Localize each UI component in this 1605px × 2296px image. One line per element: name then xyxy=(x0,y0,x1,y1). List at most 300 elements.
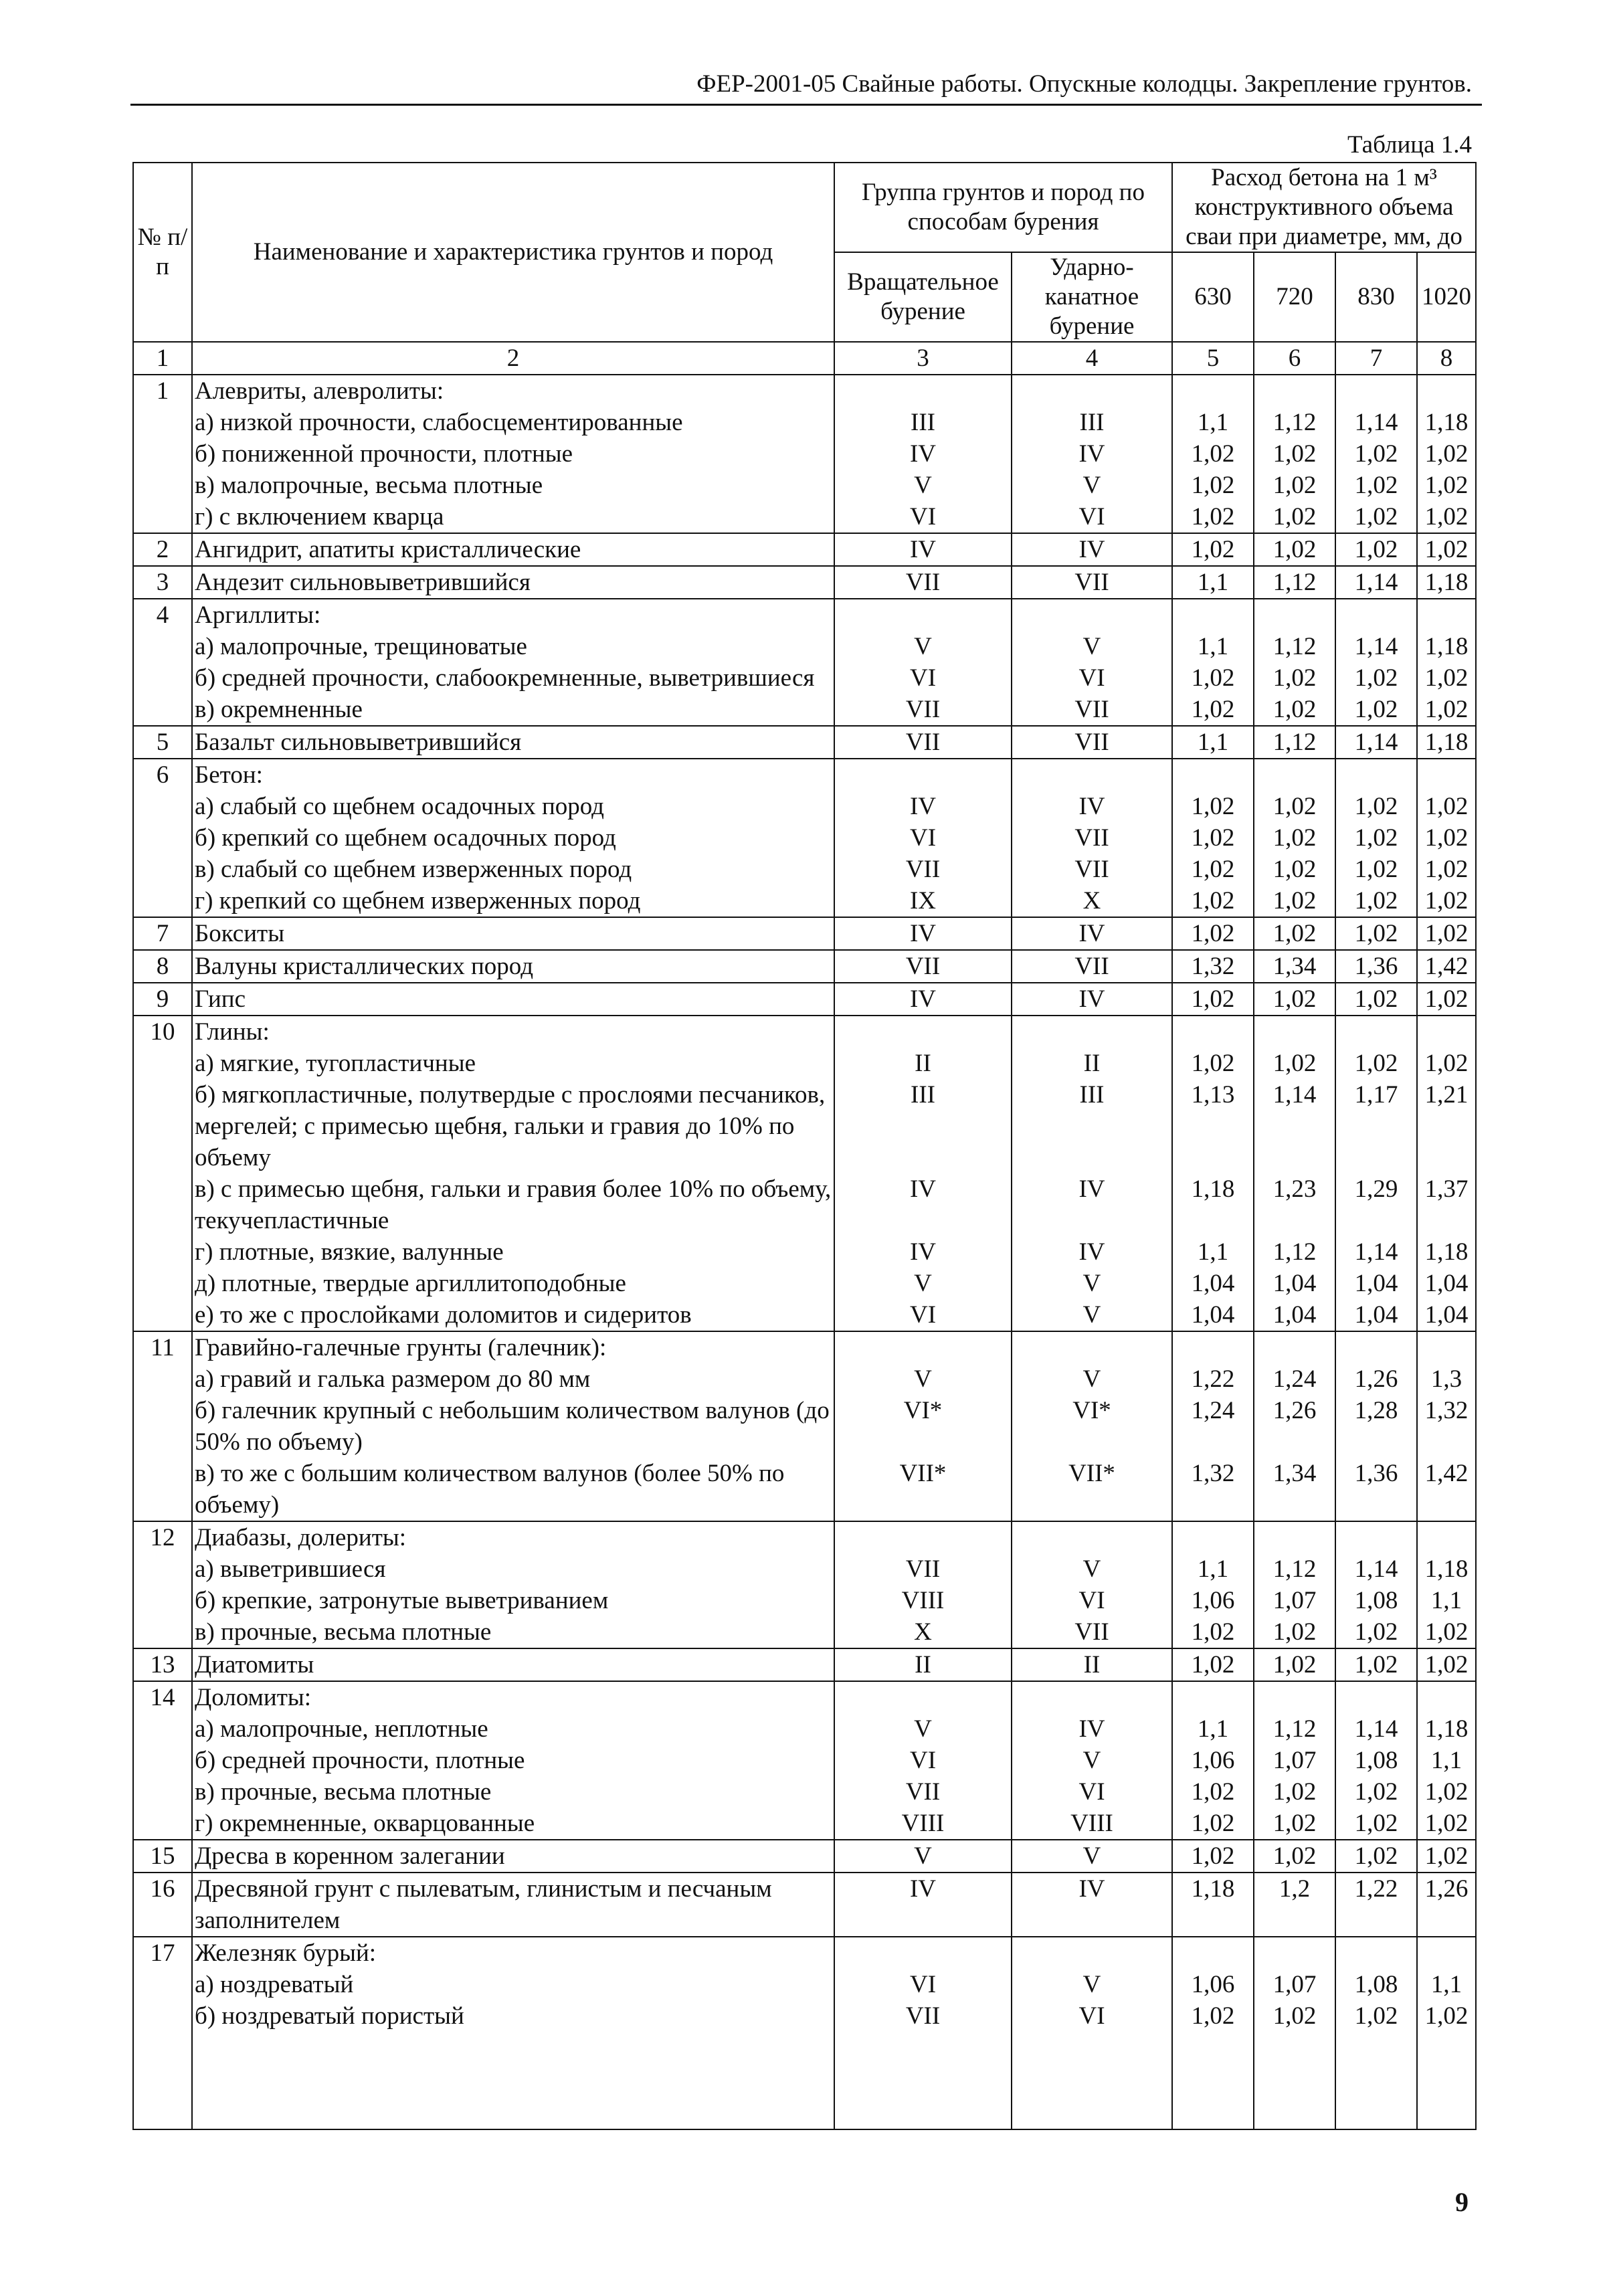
concrete-consumption-d830: 1,28 xyxy=(1335,1395,1417,1458)
soil-name: Дресва в коренном залегании xyxy=(192,1840,834,1873)
soil-name: г) крепкий со щебнем изверженных пород xyxy=(192,885,834,917)
row-number: 14 xyxy=(133,1681,192,1713)
row-number xyxy=(133,438,192,470)
table-row xyxy=(133,662,1476,694)
percussion-group: VII xyxy=(1012,566,1172,599)
concrete-consumption-d830: 1,02 xyxy=(1335,1808,1417,1840)
concrete-consumption-d1020: 1,1 xyxy=(1417,1585,1476,1616)
concrete-consumption-d630: 1,02 xyxy=(1172,854,1254,885)
soil-name: а) малопрочные, трещиноватые xyxy=(192,631,834,662)
concrete-consumption-d630: 1,1 xyxy=(1172,1553,1254,1585)
column-index: 8 xyxy=(1417,342,1476,375)
rotary-group: IV xyxy=(834,1236,1012,1268)
row-number: 13 xyxy=(133,1648,192,1681)
concrete-consumption-d720: 1,02 xyxy=(1254,1840,1335,1873)
table-row xyxy=(133,407,1476,438)
percussion-group xyxy=(1012,1681,1172,1713)
concrete-consumption-d1020: 1,02 xyxy=(1417,1048,1476,1079)
soil-name: в) то же с большим количеством валунов (более 50% по объему) xyxy=(192,1458,834,1521)
column-index: 1 xyxy=(133,342,192,375)
table-row xyxy=(133,1585,1476,1616)
concrete-consumption-d720: 1,02 xyxy=(1254,1648,1335,1681)
concrete-consumption-d830: 1,02 xyxy=(1335,1616,1417,1648)
percussion-group: VI xyxy=(1012,662,1172,694)
row-number xyxy=(133,1236,192,1268)
rotary-group: IV xyxy=(834,1173,1012,1236)
empty-cell xyxy=(1012,2032,1172,2129)
concrete-consumption-d630: 1,02 xyxy=(1172,983,1254,1016)
concrete-consumption-d720 xyxy=(1254,759,1335,791)
rotary-group: II xyxy=(834,1648,1012,1681)
concrete-consumption-d630: 1,02 xyxy=(1172,501,1254,533)
concrete-consumption-d720: 1,12 xyxy=(1254,566,1335,599)
table-row xyxy=(133,1776,1476,1808)
concrete-consumption-d630: 1,02 xyxy=(1172,1648,1254,1681)
concrete-consumption-d1020: 1,02 xyxy=(1417,854,1476,885)
concrete-consumption-d1020: 1,02 xyxy=(1417,1616,1476,1648)
row-number xyxy=(133,407,192,438)
concrete-consumption-d830: 1,02 xyxy=(1335,822,1417,854)
concrete-consumption-d1020: 1,18 xyxy=(1417,407,1476,438)
row-number: 6 xyxy=(133,759,192,791)
rotary-group: VII xyxy=(834,1776,1012,1808)
table-row xyxy=(133,470,1476,501)
table-row xyxy=(133,631,1476,662)
concrete-consumption-d1020: 1,02 xyxy=(1417,1808,1476,1840)
percussion-group: III xyxy=(1012,407,1172,438)
empty-cell xyxy=(834,2032,1012,2129)
row-number xyxy=(133,1713,192,1745)
concrete-consumption-d1020: 1,42 xyxy=(1417,950,1476,983)
table-row xyxy=(133,2000,1476,2032)
table-row xyxy=(133,375,1476,407)
rotary-group: IV xyxy=(834,438,1012,470)
concrete-consumption-d630: 1,02 xyxy=(1172,470,1254,501)
concrete-consumption-d830 xyxy=(1335,1016,1417,1048)
concrete-consumption-d630: 1,06 xyxy=(1172,1969,1254,2000)
col-header-name: Наименование и характеристика грунтов и пород xyxy=(192,163,834,342)
concrete-consumption-d630: 1,04 xyxy=(1172,1299,1254,1331)
concrete-consumption-d720: 1,02 xyxy=(1254,438,1335,470)
concrete-consumption-d630: 1,02 xyxy=(1172,822,1254,854)
concrete-consumption-d1020: 1,02 xyxy=(1417,1776,1476,1808)
concrete-consumption-d720: 1,07 xyxy=(1254,1745,1335,1776)
concrete-consumption-d830: 1,08 xyxy=(1335,1745,1417,1776)
column-index-row xyxy=(133,342,1476,375)
concrete-consumption-d720: 1,02 xyxy=(1254,1048,1335,1079)
concrete-consumption-d720: 1,14 xyxy=(1254,1079,1335,1173)
concrete-consumption-d720 xyxy=(1254,1016,1335,1048)
empty-cell xyxy=(1254,2032,1335,2129)
table-row xyxy=(133,1395,1476,1458)
table-row xyxy=(133,599,1476,631)
concrete-consumption-d720 xyxy=(1254,1331,1335,1363)
concrete-consumption-d630: 1,32 xyxy=(1172,1458,1254,1521)
percussion-group: II xyxy=(1012,1048,1172,1079)
table-row xyxy=(133,1873,1476,1937)
row-number: 12 xyxy=(133,1521,192,1553)
table-row xyxy=(133,1937,1476,1969)
soil-name: Доломиты: xyxy=(192,1681,834,1713)
row-number: 9 xyxy=(133,983,192,1016)
concrete-consumption-d830: 1,02 xyxy=(1335,2000,1417,2032)
col-header-consumption: Расход бетона на 1 м³ конструктивного объема сваи при диаметре, мм, до xyxy=(1172,163,1476,252)
concrete-consumption-d830: 1,02 xyxy=(1335,917,1417,950)
percussion-group: VII* xyxy=(1012,1458,1172,1521)
percussion-group xyxy=(1012,759,1172,791)
concrete-consumption-d630: 1,02 xyxy=(1172,2000,1254,2032)
page-header: ФЕР-2001-05 Свайные работы. Опускные колодцы. Закрепление грунтов. xyxy=(696,70,1472,98)
percussion-group: V xyxy=(1012,1268,1172,1299)
soil-name: Диатомиты xyxy=(192,1648,834,1681)
table-row xyxy=(133,1079,1476,1173)
soil-name: а) малопрочные, неплотные xyxy=(192,1713,834,1745)
percussion-group: VII xyxy=(1012,1616,1172,1648)
table-row xyxy=(133,791,1476,822)
concrete-consumption-d830: 1,14 xyxy=(1335,407,1417,438)
rotary-group xyxy=(834,1016,1012,1048)
concrete-consumption-d630: 1,02 xyxy=(1172,917,1254,950)
column-index: 6 xyxy=(1254,342,1335,375)
concrete-consumption-d1020 xyxy=(1417,1016,1476,1048)
rotary-group: VIII xyxy=(834,1808,1012,1840)
concrete-consumption-d630: 1,02 xyxy=(1172,694,1254,726)
concrete-consumption-d720: 1,02 xyxy=(1254,917,1335,950)
soil-name: г) плотные, вязкие, валунные xyxy=(192,1236,834,1268)
concrete-consumption-d630: 1,02 xyxy=(1172,1808,1254,1840)
soil-name: Базальт сильновыветрившийся xyxy=(192,726,834,759)
concrete-consumption-d630: 1,22 xyxy=(1172,1363,1254,1395)
concrete-consumption-d720: 1,12 xyxy=(1254,726,1335,759)
concrete-consumption-d1020: 1,02 xyxy=(1417,438,1476,470)
row-number: 15 xyxy=(133,1840,192,1873)
concrete-consumption-d830: 1,36 xyxy=(1335,1458,1417,1521)
concrete-consumption-d720: 1,34 xyxy=(1254,950,1335,983)
concrete-consumption-d1020: 1,02 xyxy=(1417,2000,1476,2032)
row-number xyxy=(133,1048,192,1079)
percussion-group xyxy=(1012,1331,1172,1363)
rotary-group xyxy=(834,599,1012,631)
concrete-consumption-d630 xyxy=(1172,759,1254,791)
concrete-consumption-d1020 xyxy=(1417,1681,1476,1713)
percussion-group: VII xyxy=(1012,726,1172,759)
rotary-group: III xyxy=(834,407,1012,438)
concrete-consumption-d830: 1,02 xyxy=(1335,885,1417,917)
empty-cell xyxy=(192,2032,834,2129)
concrete-consumption-d720: 1,02 xyxy=(1254,2000,1335,2032)
percussion-group: V xyxy=(1012,1553,1172,1585)
concrete-consumption-d630: 1,06 xyxy=(1172,1745,1254,1776)
concrete-consumption-d630: 1,02 xyxy=(1172,791,1254,822)
table-row xyxy=(133,1268,1476,1299)
table-row xyxy=(133,1648,1476,1681)
concrete-consumption-d830: 1,02 xyxy=(1335,501,1417,533)
rotary-group: VII xyxy=(834,2000,1012,2032)
rotary-group: V xyxy=(834,1840,1012,1873)
table-caption: Таблица 1.4 xyxy=(1347,131,1472,159)
concrete-consumption-d630: 1,1 xyxy=(1172,1713,1254,1745)
concrete-consumption-d830: 1,04 xyxy=(1335,1268,1417,1299)
concrete-consumption-d720 xyxy=(1254,1937,1335,1969)
rotary-group xyxy=(834,1681,1012,1713)
concrete-consumption-d830: 1,14 xyxy=(1335,1713,1417,1745)
rotary-group: V xyxy=(834,1268,1012,1299)
rotary-group: VII xyxy=(834,694,1012,726)
row-number xyxy=(133,1585,192,1616)
rotary-group: V xyxy=(834,1713,1012,1745)
concrete-consumption-d720: 1,02 xyxy=(1254,1776,1335,1808)
concrete-consumption-d720: 1,02 xyxy=(1254,791,1335,822)
table-row xyxy=(133,917,1476,950)
soil-groups-table xyxy=(132,162,1477,2130)
concrete-consumption-d830: 1,14 xyxy=(1335,726,1417,759)
concrete-consumption-d1020 xyxy=(1417,759,1476,791)
soil-name: б) пониженной прочности, плотные xyxy=(192,438,834,470)
soil-name: Бетон: xyxy=(192,759,834,791)
row-number xyxy=(133,694,192,726)
percussion-group: V xyxy=(1012,1363,1172,1395)
col-header-d830: 830 xyxy=(1335,252,1417,342)
col-header-percussion: Ударно-канатное бурение xyxy=(1012,252,1172,342)
rotary-group: III xyxy=(834,1079,1012,1173)
soil-name: в) малопрочные, весьма плотные xyxy=(192,470,834,501)
soil-name: б) средней прочности, слабоокремненные, выветрившиеся xyxy=(192,662,834,694)
percussion-group: IV xyxy=(1012,1173,1172,1236)
percussion-group: VIII xyxy=(1012,1808,1172,1840)
row-number xyxy=(133,1969,192,2000)
concrete-consumption-d830: 1,02 xyxy=(1335,662,1417,694)
concrete-consumption-d830: 1,08 xyxy=(1335,1969,1417,2000)
empty-cell xyxy=(1335,2032,1417,2129)
table-row xyxy=(133,983,1476,1016)
concrete-consumption-d830: 1,02 xyxy=(1335,854,1417,885)
row-number xyxy=(133,662,192,694)
concrete-consumption-d720: 1,12 xyxy=(1254,1713,1335,1745)
concrete-consumption-d630: 1,13 xyxy=(1172,1079,1254,1173)
percussion-group: III xyxy=(1012,1079,1172,1173)
soil-name: Гравийно-галечные грунты (галечник): xyxy=(192,1331,834,1363)
concrete-consumption-d720: 1,02 xyxy=(1254,470,1335,501)
concrete-consumption-d1020 xyxy=(1417,375,1476,407)
rotary-group: IV xyxy=(834,533,1012,566)
concrete-consumption-d630: 1,02 xyxy=(1172,662,1254,694)
row-number: 1 xyxy=(133,375,192,407)
soil-name: а) ноздреватый xyxy=(192,1969,834,2000)
rotary-group xyxy=(834,375,1012,407)
soil-name: в) слабый со щебнем изверженных пород xyxy=(192,854,834,885)
concrete-consumption-d1020: 1,04 xyxy=(1417,1268,1476,1299)
concrete-consumption-d630 xyxy=(1172,599,1254,631)
rotary-group: V xyxy=(834,1363,1012,1395)
concrete-consumption-d1020: 1,37 xyxy=(1417,1173,1476,1236)
col-header-group: Группа грунтов и пород по способам бурения xyxy=(834,163,1172,252)
column-index: 4 xyxy=(1012,342,1172,375)
concrete-consumption-d830 xyxy=(1335,1681,1417,1713)
rotary-group: VIII xyxy=(834,1585,1012,1616)
table-row xyxy=(133,1331,1476,1363)
concrete-consumption-d1020: 1,21 xyxy=(1417,1079,1476,1173)
concrete-consumption-d830: 1,02 xyxy=(1335,438,1417,470)
rotary-group xyxy=(834,1331,1012,1363)
concrete-consumption-d720: 1,12 xyxy=(1254,1236,1335,1268)
row-number xyxy=(133,1776,192,1808)
rotary-group: VII xyxy=(834,950,1012,983)
concrete-consumption-d630: 1,1 xyxy=(1172,631,1254,662)
row-number xyxy=(133,1745,192,1776)
concrete-consumption-d1020: 1,02 xyxy=(1417,822,1476,854)
row-number xyxy=(133,822,192,854)
concrete-consumption-d1020 xyxy=(1417,599,1476,631)
concrete-consumption-d720: 1,02 xyxy=(1254,694,1335,726)
rotary-group: VII* xyxy=(834,1458,1012,1521)
rotary-group: IV xyxy=(834,1873,1012,1937)
concrete-consumption-d720: 1,12 xyxy=(1254,631,1335,662)
soil-name: б) средней прочности, плотные xyxy=(192,1745,834,1776)
empty-cell xyxy=(133,2032,192,2129)
concrete-consumption-d720: 1,23 xyxy=(1254,1173,1335,1236)
rotary-group: VI* xyxy=(834,1395,1012,1458)
concrete-consumption-d830 xyxy=(1335,759,1417,791)
table-row xyxy=(133,1713,1476,1745)
rotary-group xyxy=(834,1937,1012,1969)
concrete-consumption-d630: 1,02 xyxy=(1172,1616,1254,1648)
row-number xyxy=(133,501,192,533)
table-row xyxy=(133,1458,1476,1521)
concrete-consumption-d630: 1,1 xyxy=(1172,726,1254,759)
concrete-consumption-d720: 1,07 xyxy=(1254,1969,1335,2000)
concrete-consumption-d1020: 1,02 xyxy=(1417,791,1476,822)
concrete-consumption-d1020: 1,18 xyxy=(1417,726,1476,759)
concrete-consumption-d720 xyxy=(1254,1521,1335,1553)
column-index: 7 xyxy=(1335,342,1417,375)
concrete-consumption-d630 xyxy=(1172,1016,1254,1048)
row-number: 3 xyxy=(133,566,192,599)
concrete-consumption-d830: 1,36 xyxy=(1335,950,1417,983)
concrete-consumption-d830: 1,22 xyxy=(1335,1873,1417,1937)
soil-name: б) крепкий со щебнем осадочных пород xyxy=(192,822,834,854)
col-header-d720: 720 xyxy=(1254,252,1335,342)
soil-name: а) низкой прочности, слабосцементированные xyxy=(192,407,834,438)
soil-name: г) с включением кварца xyxy=(192,501,834,533)
soil-name: Диабазы, долериты: xyxy=(192,1521,834,1553)
table-row xyxy=(133,950,1476,983)
row-number xyxy=(133,470,192,501)
row-number xyxy=(133,1268,192,1299)
percussion-group: VI* xyxy=(1012,1395,1172,1458)
concrete-consumption-d720: 1,12 xyxy=(1254,407,1335,438)
percussion-group: V xyxy=(1012,1969,1172,2000)
row-number: 17 xyxy=(133,1937,192,1969)
concrete-consumption-d1020: 1,3 xyxy=(1417,1363,1476,1395)
soil-name: е) то же с прослойками доломитов и сидеритов xyxy=(192,1299,834,1331)
concrete-consumption-d720: 1,04 xyxy=(1254,1268,1335,1299)
concrete-consumption-d630: 1,02 xyxy=(1172,438,1254,470)
concrete-consumption-d1020: 1,02 xyxy=(1417,1840,1476,1873)
rotary-group: VII xyxy=(834,1553,1012,1585)
row-number xyxy=(133,791,192,822)
row-number: 5 xyxy=(133,726,192,759)
table-row xyxy=(133,1048,1476,1079)
table-filler-row xyxy=(133,2032,1476,2129)
soil-name: Гипс xyxy=(192,983,834,1016)
table-row xyxy=(133,822,1476,854)
percussion-group xyxy=(1012,1016,1172,1048)
percussion-group xyxy=(1012,1521,1172,1553)
concrete-consumption-d630: 1,02 xyxy=(1172,1776,1254,1808)
row-number xyxy=(133,1458,192,1521)
percussion-group xyxy=(1012,1937,1172,1969)
percussion-group: VI xyxy=(1012,501,1172,533)
rotary-group: VI xyxy=(834,662,1012,694)
row-number xyxy=(133,1808,192,1840)
rotary-group: VI xyxy=(834,501,1012,533)
col-header-rotary: Вращательное бурение xyxy=(834,252,1012,342)
concrete-consumption-d1020: 1,18 xyxy=(1417,1553,1476,1585)
concrete-consumption-d830: 1,02 xyxy=(1335,1648,1417,1681)
table-row xyxy=(133,1553,1476,1585)
concrete-consumption-d630: 1,1 xyxy=(1172,566,1254,599)
rotary-group: IV xyxy=(834,917,1012,950)
concrete-consumption-d1020: 1,02 xyxy=(1417,885,1476,917)
soil-name: Аргиллиты: xyxy=(192,599,834,631)
row-number xyxy=(133,1079,192,1173)
percussion-group: VII xyxy=(1012,822,1172,854)
soil-name: а) гравий и галька размером до 80 мм xyxy=(192,1363,834,1395)
table-row xyxy=(133,1840,1476,1873)
column-index: 3 xyxy=(834,342,1012,375)
concrete-consumption-d1020: 1,02 xyxy=(1417,1648,1476,1681)
percussion-group: IV xyxy=(1012,1236,1172,1268)
percussion-group: IV xyxy=(1012,533,1172,566)
concrete-consumption-d630: 1,06 xyxy=(1172,1585,1254,1616)
soil-name: Бокситы xyxy=(192,917,834,950)
table-row xyxy=(133,1616,1476,1648)
page-number: 9 xyxy=(1455,2187,1469,2217)
concrete-consumption-d1020: 1,18 xyxy=(1417,566,1476,599)
table-row xyxy=(133,1808,1476,1840)
concrete-consumption-d630 xyxy=(1172,1521,1254,1553)
col-header-number: № п/п xyxy=(133,163,192,342)
concrete-consumption-d720: 1,02 xyxy=(1254,501,1335,533)
soil-name: Валуны кристаллических пород xyxy=(192,950,834,983)
concrete-consumption-d720 xyxy=(1254,375,1335,407)
concrete-consumption-d630: 1,02 xyxy=(1172,885,1254,917)
table-row xyxy=(133,566,1476,599)
soil-name: Андезит сильновыветрившийся xyxy=(192,566,834,599)
empty-cell xyxy=(1172,2032,1254,2129)
rotary-group: VII xyxy=(834,566,1012,599)
percussion-group: V xyxy=(1012,1840,1172,1873)
concrete-consumption-d630 xyxy=(1172,1331,1254,1363)
concrete-consumption-d630: 1,32 xyxy=(1172,950,1254,983)
percussion-group: II xyxy=(1012,1648,1172,1681)
concrete-consumption-d830: 1,02 xyxy=(1335,1048,1417,1079)
table-row xyxy=(133,885,1476,917)
rotary-group xyxy=(834,759,1012,791)
row-number xyxy=(133,1173,192,1236)
row-number: 2 xyxy=(133,533,192,566)
soil-name: г) окремненные, окварцованные xyxy=(192,1808,834,1840)
concrete-consumption-d720: 1,02 xyxy=(1254,1616,1335,1648)
rotary-group: VII xyxy=(834,854,1012,885)
concrete-consumption-d1020: 1,18 xyxy=(1417,631,1476,662)
header-rule xyxy=(130,104,1482,106)
concrete-consumption-d830: 1,14 xyxy=(1335,1236,1417,1268)
table-body xyxy=(133,342,1476,2129)
rotary-group: IV xyxy=(834,983,1012,1016)
concrete-consumption-d720: 1,12 xyxy=(1254,1553,1335,1585)
concrete-consumption-d630: 1,02 xyxy=(1172,533,1254,566)
